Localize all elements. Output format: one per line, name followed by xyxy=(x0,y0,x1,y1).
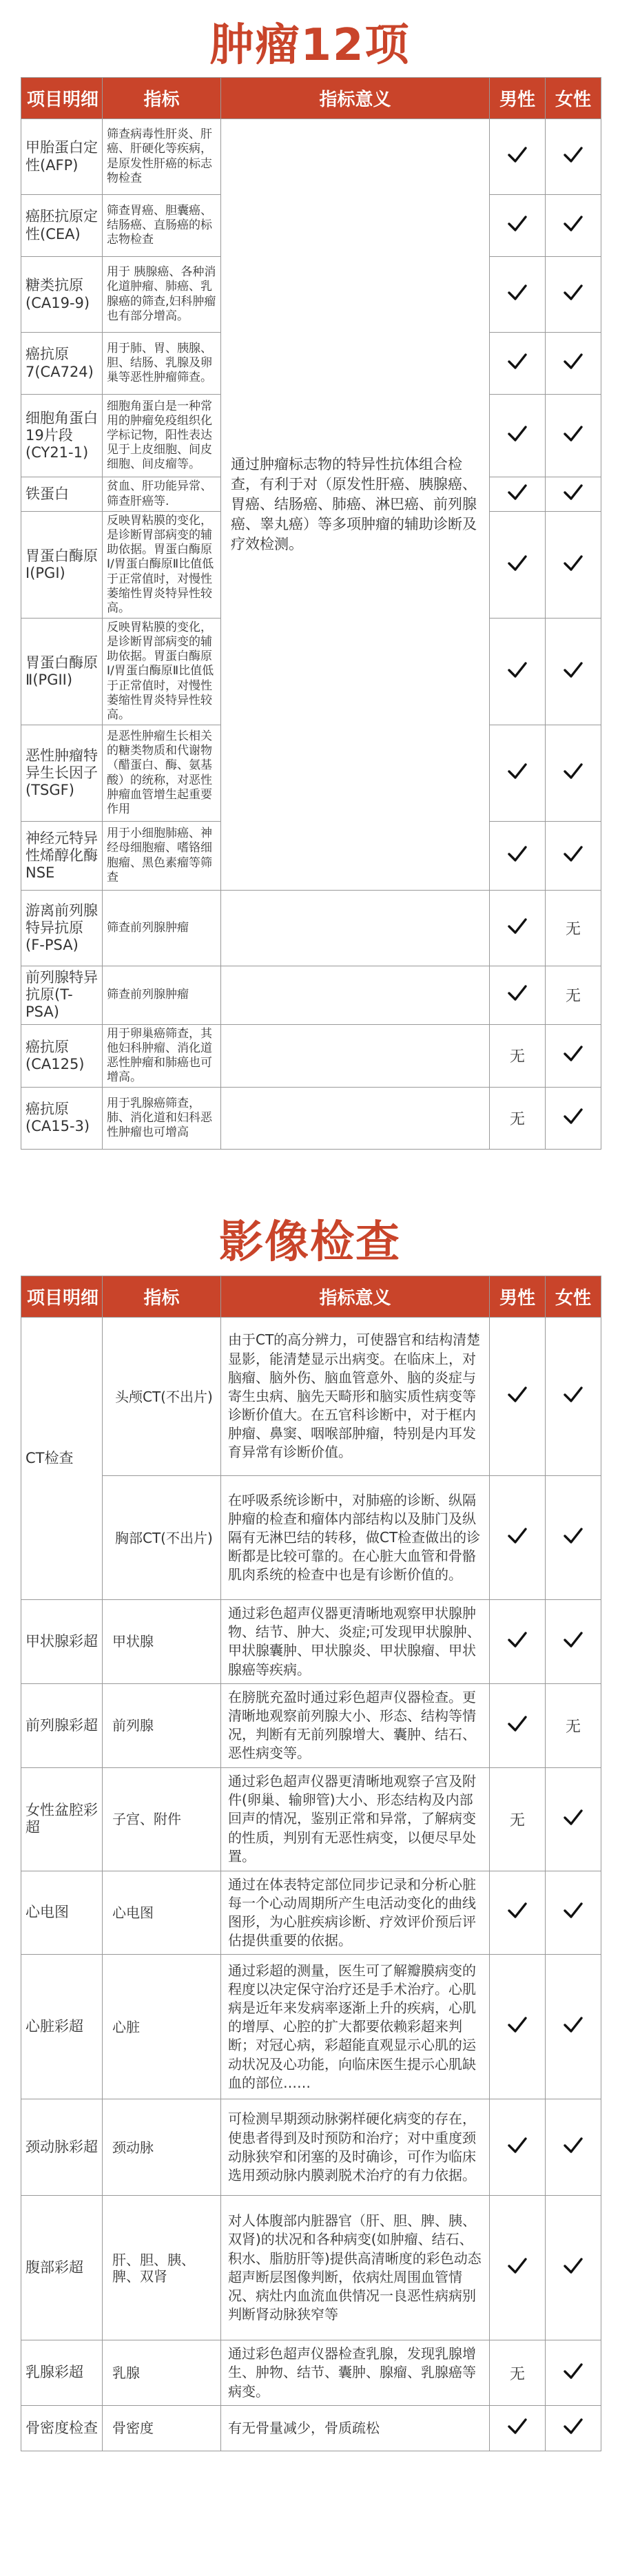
check-icon xyxy=(563,1526,583,1546)
table-header xyxy=(21,1276,601,1318)
item-name: 甲胎蛋白定性(AFP) xyxy=(21,119,103,195)
check-icon xyxy=(563,1106,583,1127)
male-mark xyxy=(490,195,546,257)
check-icon xyxy=(507,145,528,165)
male-mark xyxy=(490,2099,546,2196)
not-applicable-text: 无 xyxy=(509,1811,525,1829)
indicator-text: 用于肺、胃、胰腺、胆、结肠、乳腺及卵巢等恶性肿瘤筛查。 xyxy=(103,333,221,395)
item-name: 癌抗原(CA15-3) xyxy=(21,1087,103,1149)
not-applicable-text: 无 xyxy=(565,1718,581,1736)
table-row xyxy=(21,119,601,195)
indicator-text: 头颅CT(不出片) xyxy=(103,1318,221,1476)
table-row xyxy=(21,1087,601,1149)
check-icon xyxy=(507,2416,528,2437)
female-mark xyxy=(546,1476,601,1600)
male-mark xyxy=(490,512,546,619)
female-mark xyxy=(546,1955,601,2099)
check-icon xyxy=(563,145,583,165)
check-icon xyxy=(563,282,583,303)
check-icon xyxy=(507,1526,528,1546)
female-mark xyxy=(546,2196,601,2340)
male-mark xyxy=(490,1318,546,1476)
male-mark xyxy=(490,822,546,891)
indicator-text: 用于乳腺癌筛查，肺、消化道和妇科恶性肿瘤也可增高 xyxy=(103,1087,221,1149)
check-icon xyxy=(507,983,528,1004)
female-mark xyxy=(546,966,601,1025)
header-female: 女性 xyxy=(546,78,601,119)
not-applicable-text: 无 xyxy=(565,921,581,938)
check-icon xyxy=(563,1384,583,1405)
header-male: 男性 xyxy=(490,1276,546,1318)
not-applicable-text: 无 xyxy=(509,1048,525,1066)
item-name: 胃蛋白酶原Ⅱ(PGII) xyxy=(21,619,103,725)
male-mark xyxy=(490,1024,546,1087)
indicator-text: 肝、胆、胰、脾、双肾 xyxy=(103,2196,221,2340)
not-applicable-text: 无 xyxy=(509,1110,525,1128)
meaning-text: 对人体腹部内脏器官（肝、胆、脾、胰、双肾)的状况和各种病变(如肿瘤、结石、积水、脂肪肝等)提供高清晰度的彩色动态超声断层图像判断，依病灶周围血管情况、病灶内血流血供情况一良恶性病病别判断肾动脉狭窄等 xyxy=(221,2196,490,2340)
meaning-empty xyxy=(221,1024,490,1087)
male-mark xyxy=(490,891,546,966)
check-icon xyxy=(507,2256,528,2276)
table-row xyxy=(21,1767,601,1871)
indicator-text: 贫血、肝功能异常、筛查肝癌等. xyxy=(103,477,221,512)
table-row xyxy=(21,1955,601,2099)
tumor-markers-table xyxy=(21,77,601,1150)
header-male: 男性 xyxy=(490,78,546,119)
male-mark xyxy=(490,1955,546,2099)
item-name: 神经元特异性烯醇化酶NSE xyxy=(21,822,103,891)
female-mark xyxy=(546,1871,601,1955)
female-mark xyxy=(546,1767,601,1871)
check-icon xyxy=(563,761,583,782)
section2-title: 影像检查 xyxy=(219,1217,401,1268)
item-name: 甲状腺彩超 xyxy=(21,1600,103,1684)
item-name: 骨密度检查 xyxy=(21,2405,103,2451)
item-name: 前列腺特异抗原(T-PSA) xyxy=(21,966,103,1025)
check-icon xyxy=(507,916,528,937)
indicator-text: 用于 胰腺癌、各种消化道肿瘤、肺癌、乳腺癌的筛查,妇科肿瘤也有部分增高。 xyxy=(103,257,221,333)
indicator-text: 颈动脉 xyxy=(103,2099,221,2196)
female-mark xyxy=(546,725,601,822)
check-icon xyxy=(507,482,528,503)
shared-meaning: 通过肿瘤标志物的特异性抗体组合检查，有利于对（原发性肝癌、胰腺癌、胃癌、结肠癌、肺癌、淋巴癌、前列腺癌、睾丸癌）等多项肿瘤的辅助诊断及疗效检测。 xyxy=(221,119,490,891)
check-icon xyxy=(507,2015,528,2035)
check-icon xyxy=(563,2015,583,2035)
indicator-text: 子宫、附件 xyxy=(103,1767,221,1871)
item-name: 前列腺彩超 xyxy=(21,1683,103,1767)
item-name: 胃蛋白酶原Ⅰ(PGI) xyxy=(21,512,103,619)
header-female: 女性 xyxy=(546,1276,601,1318)
check-icon xyxy=(563,1630,583,1650)
check-icon xyxy=(563,2256,583,2276)
female-mark xyxy=(546,195,601,257)
female-mark xyxy=(546,1024,601,1087)
male-mark xyxy=(490,2340,546,2406)
male-mark xyxy=(490,119,546,195)
header-indicator: 指标 xyxy=(103,1276,221,1318)
item-name: 癌胚抗原定性(CEA) xyxy=(21,195,103,257)
table-row xyxy=(21,891,601,966)
header-item: 项目明细 xyxy=(21,78,103,119)
item-name: 恶性肿瘤特异生长因子(TSGF) xyxy=(21,725,103,822)
item-name: 细胞角蛋白19片段(CY21-1) xyxy=(21,395,103,477)
item-name: 游离前列腺特异抗原(F-PSA) xyxy=(21,891,103,966)
meaning-text: 通过彩色超声仪器更清晰地观察子宫及附件(卵巢、输卵管)大小、形态结构及内部回声的情况，鉴别正常和异常，了解病变的性质，判别有无恶性病变，以便尽早处置。 xyxy=(221,1767,490,1871)
female-mark xyxy=(546,395,601,477)
check-icon xyxy=(563,2135,583,2156)
check-icon xyxy=(507,553,528,574)
header-indicator: 指标 xyxy=(103,78,221,119)
section1-title: 肿瘤12项 xyxy=(209,20,411,71)
check-icon xyxy=(507,1900,528,1921)
check-icon xyxy=(507,761,528,782)
male-mark xyxy=(490,2196,546,2340)
female-mark xyxy=(546,822,601,891)
table-row xyxy=(21,966,601,1025)
male-mark xyxy=(490,966,546,1025)
not-applicable-text: 无 xyxy=(565,988,581,1006)
meaning-text: 通过彩色超声仪器检查乳腺，发现乳腺增生、肿物、结节、囊肿、腺瘤、乳腺癌等病变。 xyxy=(221,2340,490,2406)
table-row xyxy=(21,1683,601,1767)
item-name: 乳腺彩超 xyxy=(21,2340,103,2406)
female-mark xyxy=(546,619,601,725)
table-row xyxy=(21,1871,601,1955)
table-row xyxy=(21,1476,601,1600)
meaning-empty xyxy=(221,891,490,966)
meaning-empty xyxy=(221,1087,490,1149)
male-mark xyxy=(490,1683,546,1767)
table-row xyxy=(21,1024,601,1087)
male-mark xyxy=(490,1767,546,1871)
check-icon xyxy=(563,553,583,574)
item-name: 癌抗原(CA125) xyxy=(21,1024,103,1087)
indicator-text: 用于卵巢癌筛查，其他妇科肿瘤、消化道恶性肿瘤和肺癌也可增高。 xyxy=(103,1024,221,1087)
check-icon xyxy=(563,2361,583,2382)
indicator-text: 乳腺 xyxy=(103,2340,221,2406)
check-icon xyxy=(507,282,528,303)
meaning-text: 可检测早期颈动脉粥样硬化病变的存在，使患者得到及时预防和治疗；对中重度颈动脉狭窄和闭塞的及时确诊，可作为临床选用颈动脉内膜剥脱术治疗的有力依据。 xyxy=(221,2099,490,2196)
indicator-text: 用于小细胞肺癌、神经母细胞瘤、嗜铬细胞瘤、黑色素瘤等筛查 xyxy=(103,822,221,891)
table-header xyxy=(21,78,601,119)
meaning-text: 有无骨量减少，骨质疏松 xyxy=(221,2405,490,2451)
male-mark xyxy=(490,1600,546,1684)
check-icon xyxy=(507,424,528,444)
indicator-text: 反映胃粘膜的变化，是诊断胃部病变的辅助依据。胃蛋白酶原Ⅰ/胃蛋白酶原Ⅱ比值低于正常值时，对慢性萎缩性胃炎特异性较高。 xyxy=(103,512,221,619)
female-mark xyxy=(546,119,601,195)
check-icon xyxy=(563,482,583,503)
header-meaning: 指标意义 xyxy=(221,78,490,119)
indicator-text: 心电图 xyxy=(103,1871,221,1955)
meaning-empty xyxy=(221,966,490,1025)
item-name: 颈动脉彩超 xyxy=(21,2099,103,2196)
check-icon xyxy=(563,2416,583,2437)
check-icon xyxy=(563,351,583,372)
check-icon xyxy=(563,214,583,234)
indicator-text: 反映胃粘膜的变化，是诊断胃部病变的辅助依据。胃蛋白酶原Ⅰ/胃蛋白酶原Ⅱ比值低于正常值时，对慢性萎缩性胃炎特异性较高。 xyxy=(103,619,221,725)
female-mark xyxy=(546,2099,601,2196)
female-mark xyxy=(546,1600,601,1684)
male-mark xyxy=(490,1476,546,1600)
indicator-text: 胸部CT(不出片) xyxy=(103,1476,221,1600)
male-mark xyxy=(490,477,546,512)
header-meaning: 指标意义 xyxy=(221,1276,490,1318)
female-mark xyxy=(546,1087,601,1149)
female-mark xyxy=(546,512,601,619)
female-mark xyxy=(546,2340,601,2406)
female-mark xyxy=(546,257,601,333)
indicator-text: 是恶性肿瘤生长相关的糖类物质和代谢物（醋蛋白、酶、氨基酸）的统称，对恶性肿瘤血管增生起重要作用 xyxy=(103,725,221,822)
indicator-text: 心脏 xyxy=(103,1955,221,2099)
check-icon xyxy=(507,1714,528,1734)
not-applicable-text: 无 xyxy=(509,2365,525,2383)
female-mark xyxy=(546,2405,601,2451)
item-name: 女性盆腔彩超 xyxy=(21,1767,103,1871)
indicator-text: 甲状腺 xyxy=(103,1600,221,1684)
check-icon xyxy=(563,424,583,444)
indicator-text: 细胞角蛋白是一种常用的肿瘤免疫组织化学标记物，阳性表达见于上皮细胞、间皮细胞、间皮瘤等。 xyxy=(103,395,221,477)
check-icon xyxy=(507,214,528,234)
indicator-text: 筛查病毒性肝炎、肝癌、肝硬化等疾病，是原发性肝癌的标志物检查 xyxy=(103,119,221,195)
check-icon xyxy=(507,660,528,681)
male-mark xyxy=(490,619,546,725)
indicator-text: 骨密度 xyxy=(103,2405,221,2451)
item-name: 癌抗原7(CA724) xyxy=(21,333,103,395)
indicator-text: 筛查前列腺肿瘤 xyxy=(103,891,221,966)
meaning-text: 在呼吸系统诊断中，对肺癌的诊断、纵隔肿瘤的检查和瘤体内部结构以及肺门及纵隔有无淋巴结的转移，做CT检查做出的诊断都是比较可靠的。在心脏大血管和骨骼肌肉系统的检查中也是有诊断价值的。 xyxy=(221,1476,490,1600)
item-name: 铁蛋白 xyxy=(21,477,103,512)
indicator-text: 筛查胃癌、胆囊癌、结肠癌、直肠癌的标志物检查 xyxy=(103,195,221,257)
item-name: 糖类抗原(CA19-9) xyxy=(21,257,103,333)
meaning-text: 通过在体表特定部位同步记录和分析心脏每一个心动周期所产生电活动变化的曲线图形，为心脏疾病诊断、疗效评价预后评估提供重要的依据。 xyxy=(221,1871,490,1955)
male-mark xyxy=(490,1871,546,1955)
check-icon xyxy=(563,1807,583,1828)
table-row xyxy=(21,2196,601,2340)
check-icon xyxy=(507,351,528,372)
check-icon xyxy=(507,1630,528,1650)
meaning-text: 在膀胱充盈时通过彩色超声仪器检查。更清晰地观察前列腺大小、形态、结构等情况，判断有无前列腺增大、囊肿、结石、恶性病变等。 xyxy=(221,1683,490,1767)
item-name: CT检查 xyxy=(21,1318,103,1600)
female-mark xyxy=(546,1318,601,1476)
header-item: 项目明细 xyxy=(21,1276,103,1318)
female-mark xyxy=(546,333,601,395)
meaning-text: 由于CT的高分辨力，可使器官和结构清楚显影，能清楚显示出病变。在临床上，对脑瘤、脑外伤、脑血管意外、脑的炎症与寄生虫病、脑先天畸形和脑实质性病变等诊断价值大。在五官科诊断中，对于框内肿瘤、鼻窦、咽喉部肿瘤，特别是内耳发育异常有诊断价值。 xyxy=(221,1318,490,1476)
male-mark xyxy=(490,333,546,395)
check-icon xyxy=(507,1384,528,1405)
table-row xyxy=(21,2405,601,2451)
check-icon xyxy=(507,844,528,864)
table-row xyxy=(21,2099,601,2196)
check-icon xyxy=(507,2135,528,2156)
female-mark xyxy=(546,891,601,966)
male-mark xyxy=(490,257,546,333)
table-row xyxy=(21,2340,601,2406)
table-row xyxy=(21,1318,601,1476)
item-name: 腹部彩超 xyxy=(21,2196,103,2340)
male-mark xyxy=(490,725,546,822)
check-icon xyxy=(563,1043,583,1064)
indicator-text: 筛查前列腺肿瘤 xyxy=(103,966,221,1025)
check-icon xyxy=(563,660,583,681)
female-mark xyxy=(546,477,601,512)
check-icon xyxy=(563,844,583,864)
female-mark xyxy=(546,1683,601,1767)
meaning-text: 通过彩超的测量，医生可了解瓣膜病变的程度以决定保守治疗还是手术治疗。心肌病是近年来发病率逐渐上升的疾病，心肌的增厚、心腔的扩大都要依赖彩超来判断；对冠心病，彩超能直观显示心肌的运动状况及心功能，向临床医生提示心肌缺血的部位…… xyxy=(221,1955,490,2099)
meaning-text: 通过彩色超声仪器更清晰地观察甲状腺肿物、结节、肿大、炎症;可发现甲状腺肿、甲状腺囊肿、甲状腺炎、甲状腺瘤、甲状腺癌等疾病。 xyxy=(221,1600,490,1684)
check-icon xyxy=(563,1900,583,1921)
indicator-text: 前列腺 xyxy=(103,1683,221,1767)
imaging-table xyxy=(21,1276,601,2451)
table-row xyxy=(21,1600,601,1684)
male-mark xyxy=(490,1087,546,1149)
item-name: 心脏彩超 xyxy=(21,1955,103,2099)
male-mark xyxy=(490,2405,546,2451)
item-name: 心电图 xyxy=(21,1871,103,1955)
male-mark xyxy=(490,395,546,477)
